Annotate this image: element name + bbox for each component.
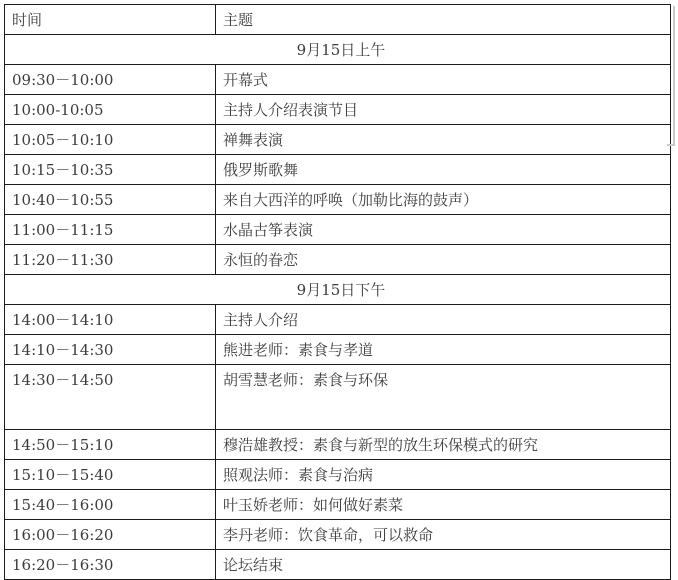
section-label: 9月15日上午 [5,35,671,65]
time-column-header: 时间 [5,5,216,35]
topic-cell: 开幕式 [216,65,671,95]
schedule-row [5,245,671,275]
time-cell: 14:50－15:10 [5,430,216,460]
time-cell: 10:15－10:35 [5,155,216,185]
schedule-row [5,155,671,185]
schedule-body [5,5,671,580]
schedule-row [5,550,671,580]
topic-cell: 俄罗斯歌舞 [216,155,671,185]
schedule-row [5,430,671,460]
topic-cell: 照观法师：素食与治病 [216,460,671,490]
schedule-table [4,4,671,580]
schedule-row [5,125,671,155]
section-row [5,275,671,305]
topic-column-header: 主题 [216,5,671,35]
time-cell: 10:05－10:10 [5,125,216,155]
scrollbar-artifact [673,6,675,146]
time-cell: 14:30－14:50 [5,365,216,430]
schedule-row [5,365,671,430]
topic-cell: 李丹老师：饮食革命，可以救命 [216,520,671,550]
time-cell: 11:20－11:30 [5,245,216,275]
topic-cell: 叶玉娇老师：如何做好素菜 [216,490,671,520]
topic-cell: 论坛结束 [216,550,671,580]
schedule-row [5,65,671,95]
schedule-row [5,460,671,490]
time-cell: 16:20－16:30 [5,550,216,580]
topic-cell: 熊进老师：素食与孝道 [216,335,671,365]
topic-cell: 永恒的眷恋 [216,245,671,275]
time-cell: 15:10－15:40 [5,460,216,490]
topic-cell: 来自大西洋的呼唤（加勒比海的鼓声） [216,185,671,215]
schedule-row [5,335,671,365]
section-row [5,35,671,65]
time-cell: 10:00-10:05 [5,95,216,125]
time-cell: 09:30－10:00 [5,65,216,95]
time-cell: 14:10－14:30 [5,335,216,365]
time-cell: 14:00－14:10 [5,305,216,335]
section-label: 9月15日下午 [5,275,671,305]
schedule-row [5,215,671,245]
topic-cell: 主持人介绍表演节目 [216,95,671,125]
topic-cell: 禅舞表演 [216,125,671,155]
header-row [5,5,671,35]
topic-cell: 胡雪慧老师：素食与环保 [216,365,671,430]
schedule-row [5,520,671,550]
time-cell: 16:00－16:20 [5,520,216,550]
time-cell: 15:40－16:00 [5,490,216,520]
time-cell: 10:40－10:55 [5,185,216,215]
topic-cell: 水晶古筝表演 [216,215,671,245]
schedule-row [5,305,671,335]
schedule-row [5,490,671,520]
schedule-row [5,95,671,125]
topic-cell: 穆浩雄教授：素食与新型的放生环保模式的研究 [216,430,671,460]
time-cell: 11:00－11:15 [5,215,216,245]
schedule-row [5,185,671,215]
topic-cell: 主持人介绍 [216,305,671,335]
